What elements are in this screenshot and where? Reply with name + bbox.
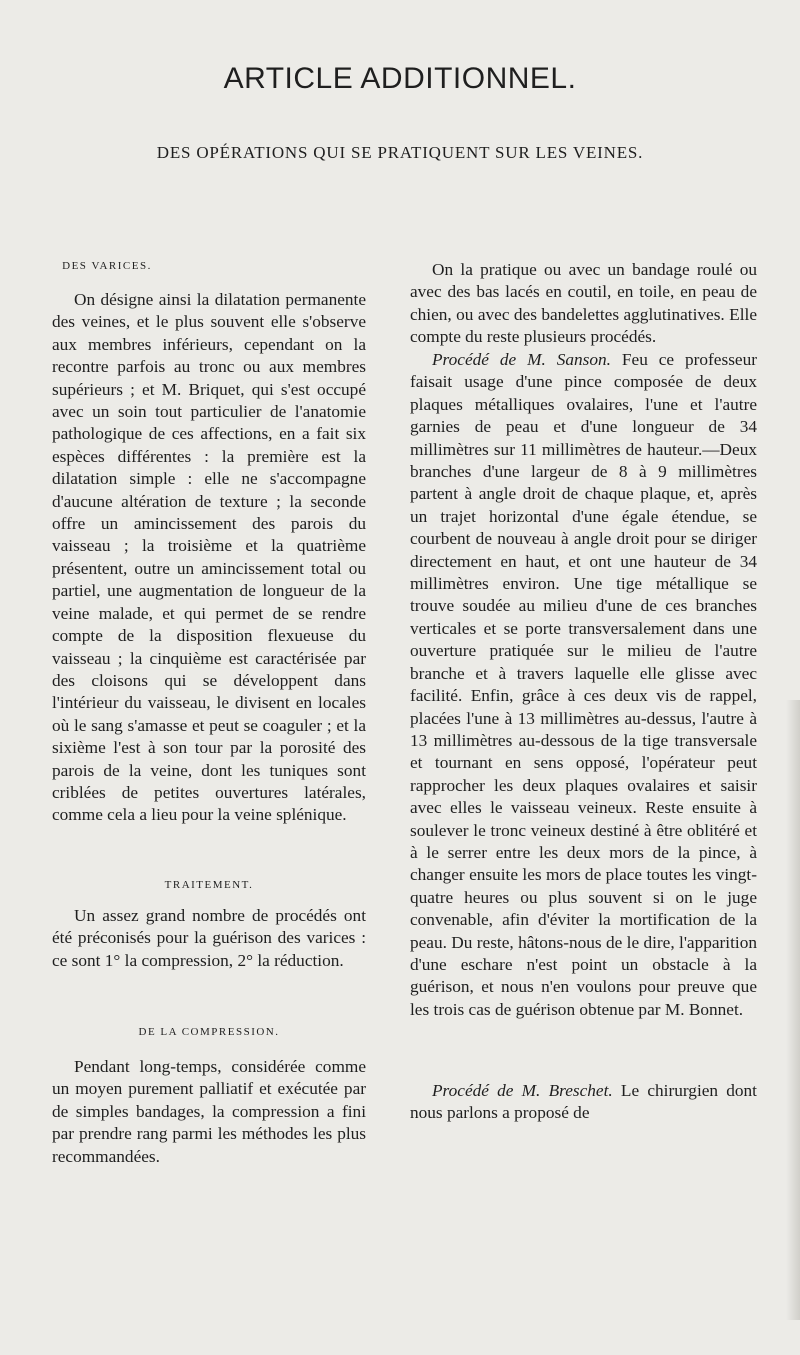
- heading-traitement: TRAITEMENT.: [164, 879, 254, 891]
- procedure-breschet-text: Le chirurgien dont nous parlons a proposé de: [410, 1081, 757, 1123]
- paragraph-sanson: [410, 349, 757, 1021]
- paragraph-varices: On désigne ainsi la dilatation permanente des veines, et le plus souvent elle s'observe aux membres inférieurs, cependant on la recontre parfois au tronc ou aux membres supérieurs ; et M. Briquet, qui s'est occupé avec un soin tout particulier de l'anatomie pathologique de ces affections, en a fait six espèces différentes : la première est la dilatation simple : elle ne s'accompagne d'aucune altération de texture ; la seconde offre un amincissement des parois du vaisseau ; la troisième et la quatrième présentent, outre un amincissement total ou partiel, une augmentation de longueur de la veine malade, et qui permet de se rendre compte de la disposition flexueuse du vaisseau ; la cinquième est caractérisée par des cloisons qui se développent dans l'intérieur du vaisseau, le divisent en locales où le sang s'amasse et peut se coaguler ; et la sixième l'est à son tour par la porosité des parois de la veine, dont les tuniques sont criblées de petites ouvertures latérales, comme cela a lieu pour la veine splénique.: [52, 290, 366, 825]
- page-title: ARTICLE ADDITIONNEL.: [223, 62, 577, 95]
- page-subtitle: DES OPÉRATIONS QUI SE PRATIQUENT SUR LES VEINES.: [156, 143, 644, 162]
- heading-varices: DES VARICES.: [62, 260, 152, 272]
- procedure-breschet-label: Procédé de M. Breschet.: [432, 1081, 613, 1100]
- heading-compression: DE LA COMPRESSION.: [138, 1026, 280, 1038]
- paragraph-bandage: On la pratique ou avec un bandage roulé ou avec des bas lacés en coutil, en toile, en peau de chien, ou avec des bandelettes agglutinatives. Elle compte du reste plusieurs procédés.: [410, 260, 757, 347]
- paragraph-traitement: Un assez grand nombre de procédés ont été préconisés pour la guérison des varices : ce sont 1° la compression, 2° la réduction.: [52, 906, 366, 970]
- paragraph-compression: Pendant long-temps, considérée comme un moyen purement palliatif et exécutée par de simples bandages, la compression a fini par prendre rang parmi les méthodes les plus recommandées.: [52, 1057, 366, 1166]
- paragraph-breschet: [410, 1080, 757, 1125]
- procedure-sanson-label: Procédé de M. Sanson.: [432, 350, 611, 369]
- page-edge-shadow: [786, 700, 800, 1320]
- procedure-sanson-text: Feu ce professeur faisait usage d'une pince composée de deux plaques métalliques ovalaires, l'une et l'autre garnies de peau et d'une longueur de 34 millimètres sur 11 millimètres de hauteur.—Deux branches d'une largeur de 8 à 9 millimètres partent à angle droit de chaque plaque, et, après un trajet horizontal d'une égale étendue, se courbent de nouveau à angle droit pour se diriger directement en haut, et ont une hauteur de 34 millimètres environ. Une tige métallique se trouve soudée au milieu d'une de ces branches verticales et se porte transversalement dans une ouverture pratiquée sur le milieu de l'autre branche et à travers laquelle elle glisse avec facilité. Enfin, grâce à ces deux vis de rappel, placées l'une à 13 millimètres au-dessus, l'autre à 13 millimètres au-dessous de la tige transversale et tournant en sens opposé, l'opérateur peut rapprocher les deux plaques ovalaires et saisir avec elles le vaisseau veineux. Reste ensuite à soulever le tronc veineux destiné à être oblitéré et à le serrer entre les deux mors de la pince, à changer ensuite les mors de place toutes les vingt-quatre heures ou plus souvent si on le juge convenable, afin d'éviter la mortification de la peau. Du reste, hâtons-nous de le dire, l'apparition d'une eschare n'est point un obstacle à la guérison, et nous n'en voulons pour preuve que les trois cas de guérison obtenue par M. Bonnet.: [410, 350, 757, 1019]
